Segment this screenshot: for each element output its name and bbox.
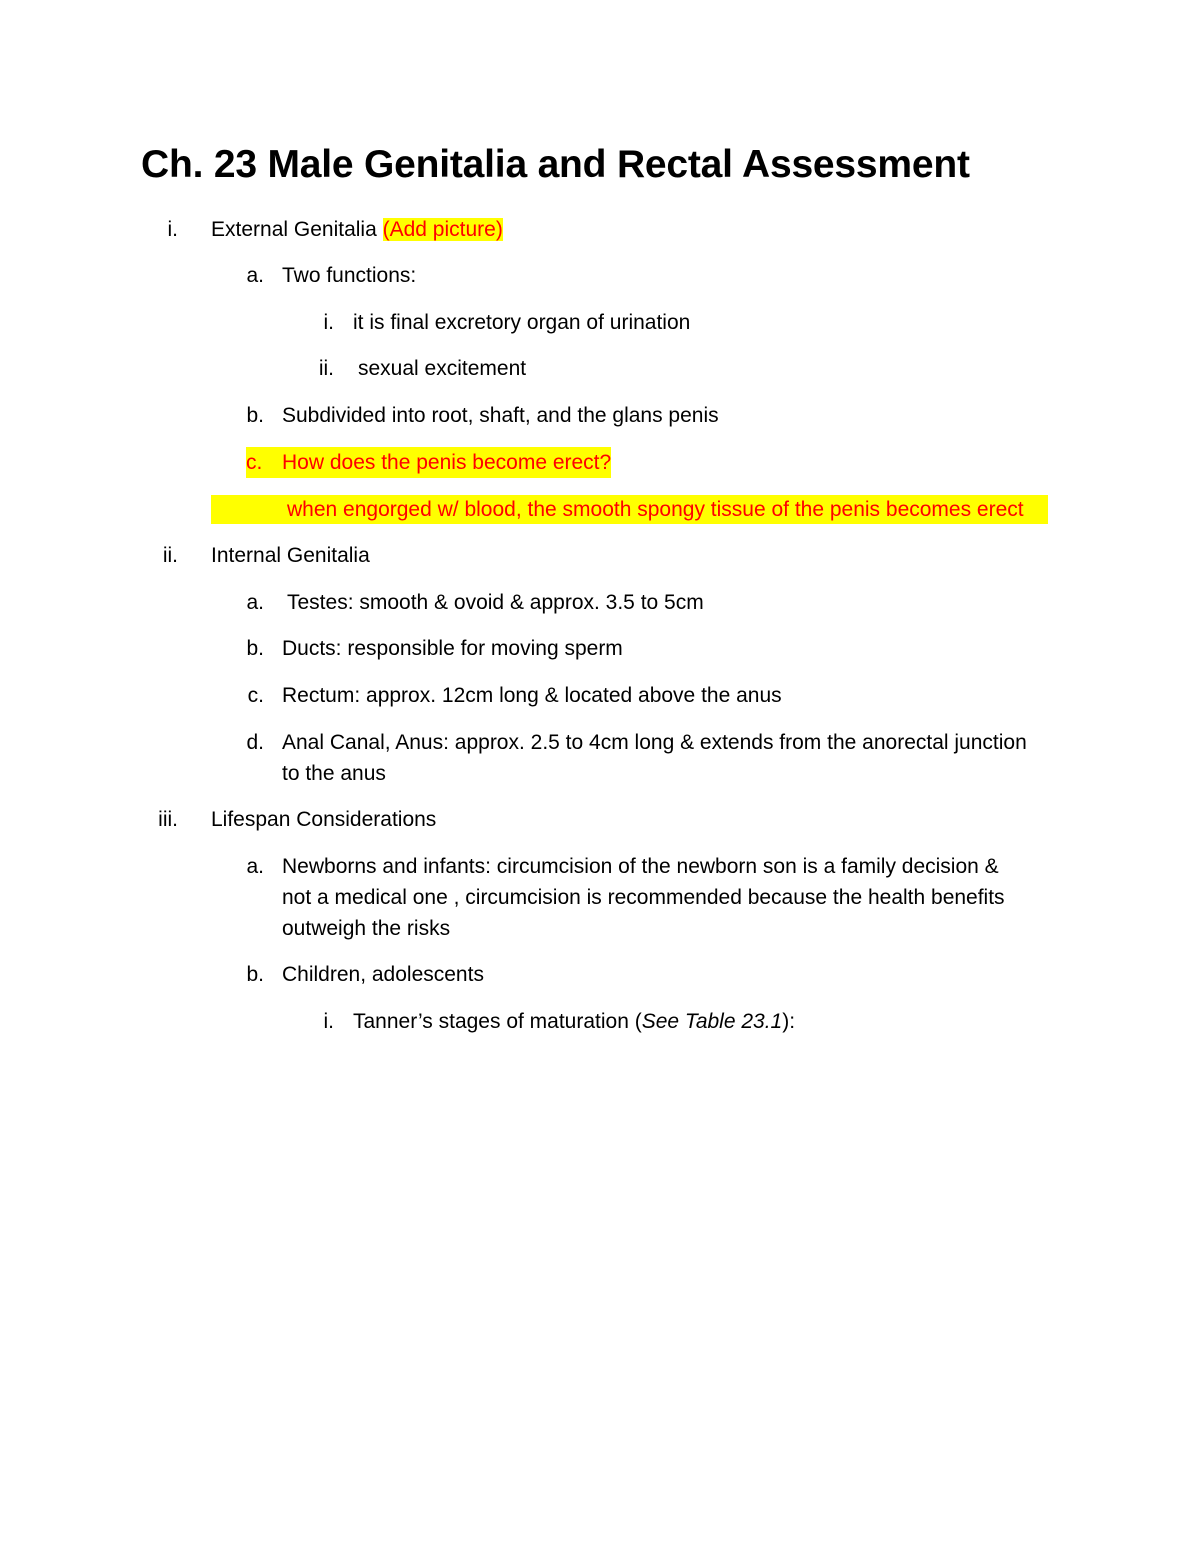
s1-a-marker: a.: [246, 264, 264, 287]
section-2-marker: ii.: [162, 544, 178, 567]
s1-c-marker: c.: [246, 447, 264, 478]
table-reference: See Table 23.1: [641, 1010, 783, 1033]
s1-a-text: Two functions:: [282, 264, 417, 287]
s2-b-marker: b.: [246, 637, 264, 660]
s3-b-text: Children, adolescents: [282, 963, 484, 986]
section-1-marker: i.: [167, 218, 178, 241]
s2-d-line-2: to the anus: [282, 762, 386, 785]
s2-d-line-1: Anal Canal, Anus: approx. 2.5 to 4cm long & extends from the anorectal junction: [282, 731, 1027, 754]
s2-b-text: Ducts: responsible for moving sperm: [282, 637, 623, 660]
s2-d-marker: d.: [246, 731, 264, 754]
section-3-marker: iii.: [158, 808, 178, 831]
s3-b-marker: b.: [246, 963, 264, 986]
s1-b-marker: b.: [246, 404, 264, 427]
add-picture-note: (Add picture): [382, 218, 503, 241]
s1-a-i-marker: i.: [323, 311, 334, 334]
s1-a-i-text: it is final excretory organ of urination: [353, 311, 691, 334]
s2-a-text: Testes: smooth & ovoid & approx. 3.5 to 5cm: [287, 591, 704, 614]
s1-a-ii-text: sexual excitement: [358, 357, 527, 380]
section-1-label: External Genitalia: [211, 218, 377, 241]
s1-b-text: Subdivided into root, shaft, and the glans penis: [282, 404, 719, 427]
section-2-label: Internal Genitalia: [211, 544, 370, 567]
section-1-heading: [211, 214, 503, 245]
s1-c-text: How does the penis become erect?: [264, 447, 611, 478]
tanner-text: Tanner’s stages of maturation (: [353, 1010, 642, 1033]
s3-a-line-2: not a medical one , circumcision is recommended because the health benefits: [282, 886, 1005, 909]
s3-b-i-text: [353, 1006, 795, 1037]
section-3-label: Lifespan Considerations: [211, 808, 437, 831]
s3-b-i-marker: i.: [323, 1010, 334, 1033]
s3-a-line-3: outweigh the risks: [282, 917, 451, 940]
page-title: Ch. 23 Male Genitalia and Rectal Assessment: [141, 143, 970, 186]
s2-a-marker: a.: [246, 591, 264, 614]
s1-a-ii-marker: ii.: [318, 357, 334, 380]
s3-a-line-1: Newborns and infants: circumcision of the newborn son is a family decision &: [282, 855, 999, 878]
s2-c-marker: c.: [247, 684, 264, 707]
s3-a-marker: a.: [246, 855, 264, 878]
s2-c-text: Rectum: approx. 12cm long & located above the anus: [282, 684, 782, 707]
s1-answer-text: when engorged w/ blood, the smooth spongy tissue of the penis becomes erect: [287, 498, 1024, 521]
tanner-text-end: ):: [782, 1010, 796, 1033]
